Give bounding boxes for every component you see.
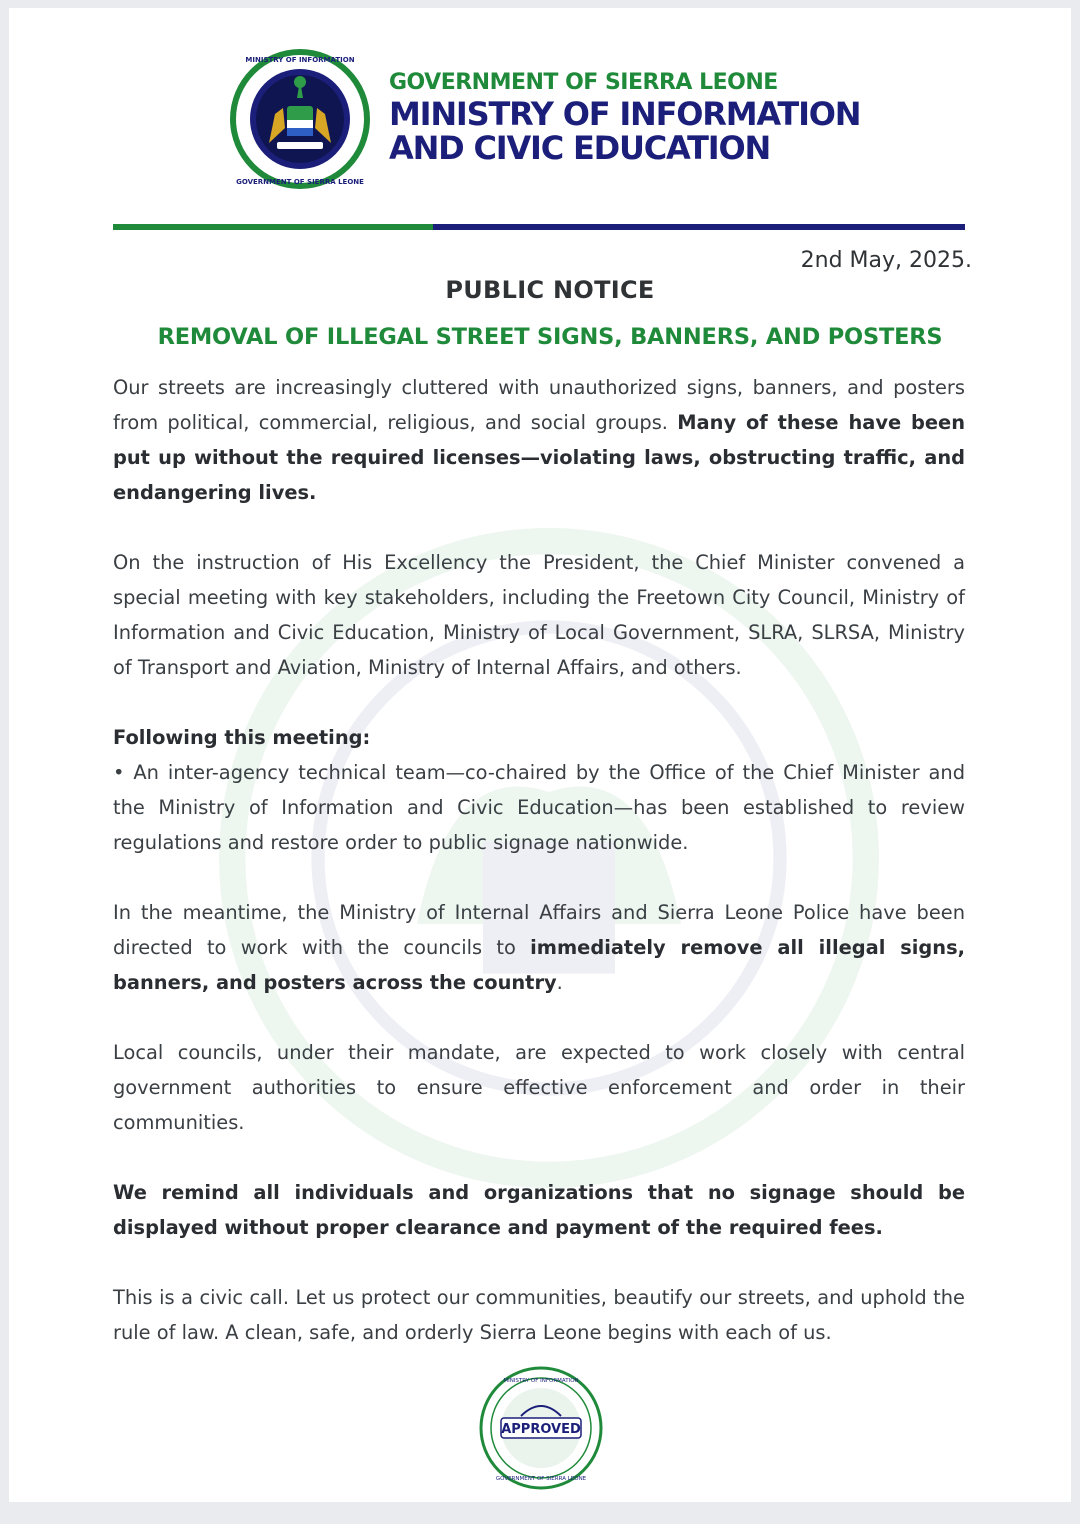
svg-text:MINISTRY OF INFORMATION: MINISTRY OF INFORMATION [245,56,355,64]
notice-date: 2nd May, 2025. [800,248,972,273]
paragraph-6: We remind all individuals and organizations that no signage should be displayed without proper clearance and payment of the required fees. [113,1181,965,1239]
paragraph-2: On the instruction of His Excellency the President, the Chief Minister convened a special meeting with key stakeholders, including the Freetown City Council, Ministry of Information and Civic Education, Ministry of Local Government, SLRA, SLRSA, Ministry of Transport and Aviation, Ministry of Internal Affairs, and others. [113,551,965,679]
letterhead [229,48,929,198]
header-divider [113,224,965,230]
approved-stamp-icon [479,1366,603,1490]
paragraph-7: This is a civic call. Let us protect our communities, beautify our streets, and uphold the rule of law. A clean, safe, and orderly Sierra Leone begins with each of us. [113,1286,965,1344]
paragraph-4-end: . [556,971,563,994]
svg-text:APPROVED: APPROVED [501,1422,581,1437]
paragraph-3 [113,720,965,860]
paragraph-3-bullet: • An inter-agency technical team—co-chaired by the Office of the Chief Minister and the Ministry of Information and Civic Education—has been established to review regulations and restore order to public signage nationwide. [113,761,965,854]
paragraph-3-lead: Following this meeting: [113,726,371,749]
organization-name [389,70,861,167]
ministry-name-line2: AND CIVIC EDUCATION [389,129,771,167]
paragraph-1-emphasis: Many of these have been put up without the required licenses—violating laws, obstructing traffic, and endangering lives. [113,411,965,504]
paragraph-1-text: Our streets are increasingly cluttered with unauthorized signs, banners, and posters from political, commercial, religious, and social groups. [113,376,965,434]
divider-navy-segment [433,224,965,230]
ministry-name-line1: MINISTRY OF INFORMATION [389,95,861,133]
paragraph-5: Local councils, under their mandate, are expected to work closely with central government authorities to ensure effective enforcement and order in their communities. [113,1041,965,1134]
ministry-seal-icon [229,48,371,190]
paragraph-4 [113,895,965,1000]
svg-text:MINISTRY OF INFORMATION: MINISTRY OF INFORMATION [503,1378,579,1384]
svg-text:GOVERNMENT OF SIERRA LEONE: GOVERNMENT OF SIERRA LEONE [236,178,364,186]
divider-green-segment [113,224,433,230]
paragraph-1 [113,370,965,510]
paragraph-4-emphasis: immediately remove all illegal signs, banners, and posters across the country [113,936,966,994]
notice-body [113,370,965,1385]
notice-subtitle: REMOVAL OF ILLEGAL STREET SIGNS, BANNERS, AND POSTERS [157,324,943,350]
svg-text:GOVERNMENT OF SIERRA LEONE: GOVERNMENT OF SIERRA LEONE [495,1476,587,1482]
document-page [9,8,1071,1502]
notice-title: PUBLIC NOTICE [445,276,655,304]
government-name: GOVERNMENT OF SIERRA LEONE [389,70,778,95]
paragraph-4-text: In the meantime, the Ministry of Internal Affairs and Sierra Leone Police have been directed to work with the councils to [113,901,965,959]
